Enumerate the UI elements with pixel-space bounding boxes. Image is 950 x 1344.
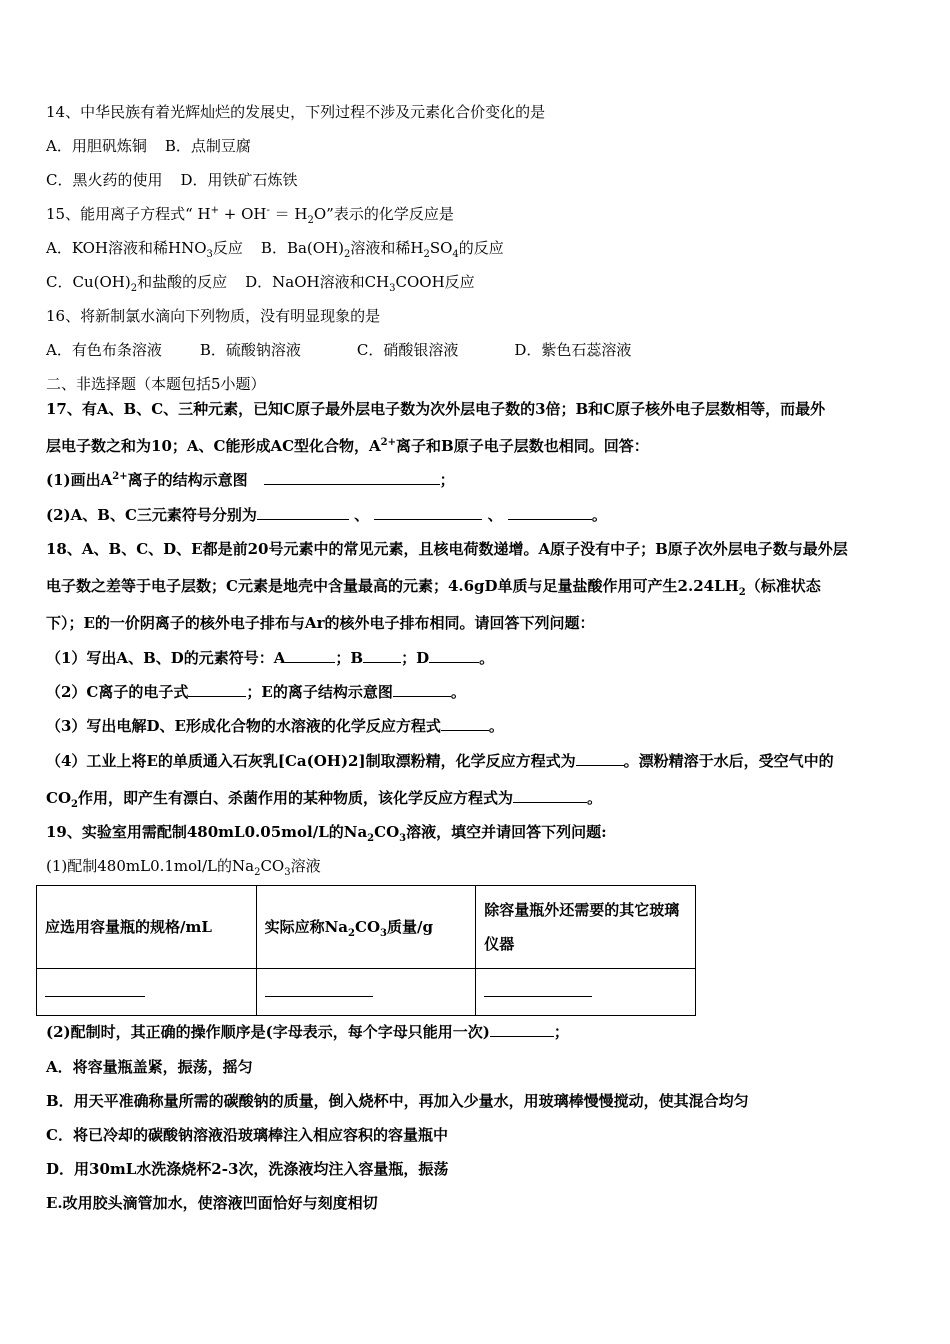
text: (1)画出A [46, 471, 113, 489]
sub: 2 [130, 283, 138, 294]
table-answer-row [37, 969, 696, 1016]
text: (2)A、B、C三元素符号分别为 [46, 506, 257, 524]
text: CO [260, 857, 285, 875]
q16-option-c: C．硝酸银溶液 [356, 341, 459, 359]
text: 离子和B原子电子层数也相同。回答： [396, 437, 649, 455]
answer-table [36, 885, 696, 1016]
sub: 4 [452, 249, 459, 260]
text: 19、实验室用需配制480mL0.05mol/L的Na [46, 823, 368, 841]
text: (2)配制时，其正确的操作顺序是(字母表示，每个字母只能用一次) [46, 1023, 490, 1041]
q14-stem: 14、中华民族有着光辉灿烂的发展史，下列过程不涉及元素化合价变化的是 [46, 103, 546, 121]
q19-part2 [46, 1022, 906, 1042]
q17-line1: 17、有A、B、C、三种元素，已知C原子最外层电子数为次外层电子数的3倍；B和C原子核外电子层数相等，而最外 [46, 400, 826, 418]
q15-sup: + [210, 205, 219, 216]
sub: 3 [389, 283, 396, 294]
q15-stem-text: + OH [219, 205, 267, 223]
q17-line2 [46, 436, 906, 456]
q18-sub4-cont [46, 788, 906, 808]
answer-blank[interactable] [441, 716, 489, 731]
q15-sub: 2 [307, 215, 314, 226]
q18-line3: 下）；E的一价阴离子的核外电子排布与Ar的核外电子排布相同。请回答下列问题： [46, 614, 595, 632]
sub: 3 [380, 928, 387, 939]
q19-option-a: A．将容量瓶盖紧，振荡，摇匀 [46, 1058, 253, 1076]
q14-option-d: D．用铁矿石炼铁 [180, 171, 298, 189]
text: 。 [488, 717, 504, 735]
text: 。 [587, 789, 603, 807]
answer-blank[interactable] [576, 751, 624, 766]
q15-option-b [260, 239, 504, 260]
text: ； [553, 1023, 569, 1041]
text: 层电子数之和为10；A、C能形成AC型化合物，A [46, 437, 381, 455]
text: 电子数之差等于电子层数；C元素是地壳中含量最高的元素；4.6gD单质与足量盐酸作用可产生2.24LH [46, 577, 739, 595]
q14-option-c: C．黑火药的使用 [46, 171, 163, 189]
q14-option-a: A．用胆矾炼铜 [46, 137, 147, 155]
sub: 2 [423, 249, 430, 260]
text: D．NaOH溶液和CH [245, 273, 390, 291]
text: CO [355, 918, 381, 936]
answer-blank[interactable] [285, 648, 335, 663]
q16-option-b: B．硫酸钠溶液 [199, 341, 301, 359]
table-header-row [37, 886, 696, 969]
q18-line1: 18、A、B、C、D、E都是前20号元素中的常见元素，且核电荷数递增。A原子没有中子；B原子次外层电子数与最外层 [46, 540, 848, 558]
text: 作用，即产生有漂白、杀菌作用的某种物质，该化学反应方程式为 [77, 789, 513, 807]
q19-stem [46, 822, 906, 842]
q15-sup: - [266, 205, 270, 216]
sub: 2 [254, 867, 261, 878]
q19-part1 [46, 856, 906, 876]
q17-part1 [46, 470, 906, 490]
text: 溶液和稀H [350, 239, 424, 257]
sub: 2 [367, 833, 375, 844]
text: （2）C离子的电子式 [46, 683, 189, 701]
text: COOH反应 [395, 273, 475, 291]
text: 反应 [212, 239, 243, 257]
text: ；B [335, 649, 364, 667]
q14-options-cd [46, 170, 906, 190]
sub: 2 [344, 249, 351, 260]
q19-option-e: E.改用胶头滴管加水，使溶液凹面恰好与刻度相切 [46, 1194, 378, 1212]
q15-stem-text: O”表示的化学反应是 [313, 205, 454, 223]
text: 。 [479, 649, 495, 667]
sub: 2 [71, 799, 78, 810]
table-header-cell [256, 886, 476, 969]
q18-sub3 [46, 716, 906, 736]
answer-blank[interactable] [484, 982, 592, 997]
sub: 3 [284, 867, 291, 878]
sup: 2+ [112, 471, 128, 482]
q14-option-b: B．点制豆腐 [164, 137, 251, 155]
text: 的反应 [458, 239, 504, 257]
text: A．KOH溶液和稀HNO [46, 239, 207, 257]
answer-blank[interactable] [45, 982, 145, 997]
q18-line2 [46, 576, 906, 596]
answer-blank[interactable] [513, 788, 587, 803]
q15-option-c [46, 273, 228, 294]
q14-options-ab [46, 136, 906, 156]
text: 、 [354, 506, 370, 524]
text: 。漂粉精溶于水后，受空气中的 [623, 752, 834, 770]
text: CO [46, 789, 72, 807]
text: 、 [487, 506, 503, 524]
table-answer-cell [37, 969, 257, 1016]
text: 。 [591, 506, 607, 524]
section-heading: 二、非选择题（本题包括5小题） [46, 375, 266, 393]
text: ；D [401, 649, 430, 667]
text: (1)配制480mL0.1mol/L的Na [46, 857, 255, 875]
answer-blank[interactable] [490, 1022, 554, 1037]
answer-blank[interactable] [264, 470, 440, 485]
answer-blank[interactable] [265, 982, 373, 997]
q18-sub4 [46, 751, 906, 771]
text: 实际应称Na [264, 918, 349, 936]
q15-stem [46, 204, 906, 224]
text: 和盐酸的反应 [137, 273, 228, 291]
text: （1）写出A、B、D的元素符号：A [46, 649, 286, 667]
answer-blank[interactable] [374, 505, 482, 520]
sub: 2 [348, 928, 355, 939]
q19-option-b: B．用天平准确称量所需的碳酸钠的质量，倒入烧杯中，再加入少量水，用玻璃棒慢慢搅动，使其混合均匀 [46, 1092, 749, 1110]
text: （3）写出电解D、E形成化合物的水溶液的化学反应方程式 [46, 717, 441, 735]
q18-sub1 [46, 648, 906, 668]
answer-blank[interactable] [393, 682, 451, 697]
q17-part2 [46, 505, 906, 525]
text: 离子的结构示意图 [127, 471, 248, 489]
table-answer-cell [256, 969, 476, 1016]
table-header-cell: 除容量瓶外还需要的其它玻璃仪器 [476, 886, 696, 969]
q15-options-cd [46, 272, 906, 292]
q16-option-a: A．有色布条溶液 [46, 341, 162, 359]
q15-option-d [245, 273, 475, 294]
answer-blank[interactable] [429, 648, 479, 663]
text: ； [439, 471, 455, 489]
q16-stem: 16、将新制氯水滴向下列物质，没有明显现象的是 [46, 307, 381, 325]
answer-blank[interactable] [363, 648, 401, 663]
text: B．Ba(OH) [260, 239, 344, 257]
q16-option-d: D．紫色石蕊溶液 [514, 341, 632, 359]
text: 溶液，填空并请回答下列问题: [406, 823, 607, 841]
text: SO [429, 239, 453, 257]
table-answer-cell [476, 969, 696, 1016]
text: 。 [450, 683, 466, 701]
q19-option-c: C．将已冷却的碳酸钠溶液沿玻璃棒注入相应容积的容量瓶中 [46, 1126, 448, 1144]
q15-stem-text: 15、能用离子方程式“ H [46, 205, 211, 223]
answer-blank[interactable] [188, 682, 246, 697]
text: （标准状态 [745, 577, 821, 595]
text: 溶液 [290, 857, 321, 875]
text: （4）工业上将E的单质通入石灰乳[Ca(OH)2]制取漂粉精，化学反应方程式为 [46, 752, 576, 770]
q15-options-ab [46, 238, 906, 258]
text: ；E的离子结构示意图 [246, 683, 393, 701]
q19-option-d: D．用30mL水洗涤烧杯2-3次，洗涤液均注入容量瓶，振荡 [46, 1160, 449, 1178]
q16-options [46, 340, 906, 360]
text: C．Cu(OH) [46, 273, 131, 291]
answer-blank[interactable] [257, 505, 349, 520]
text: CO [374, 823, 400, 841]
answer-blank[interactable] [508, 505, 592, 520]
table-header-cell: 应选用容量瓶的规格/mL [37, 886, 257, 969]
q15-stem-text: ＝ H [269, 205, 308, 223]
sub: 2 [738, 587, 746, 598]
text: 质量/g [386, 918, 433, 936]
q18-sub2 [46, 682, 906, 702]
q15-option-a [46, 239, 243, 260]
sup: 2+ [380, 437, 397, 448]
sub: 3 [399, 833, 407, 844]
sub: 3 [206, 249, 213, 260]
